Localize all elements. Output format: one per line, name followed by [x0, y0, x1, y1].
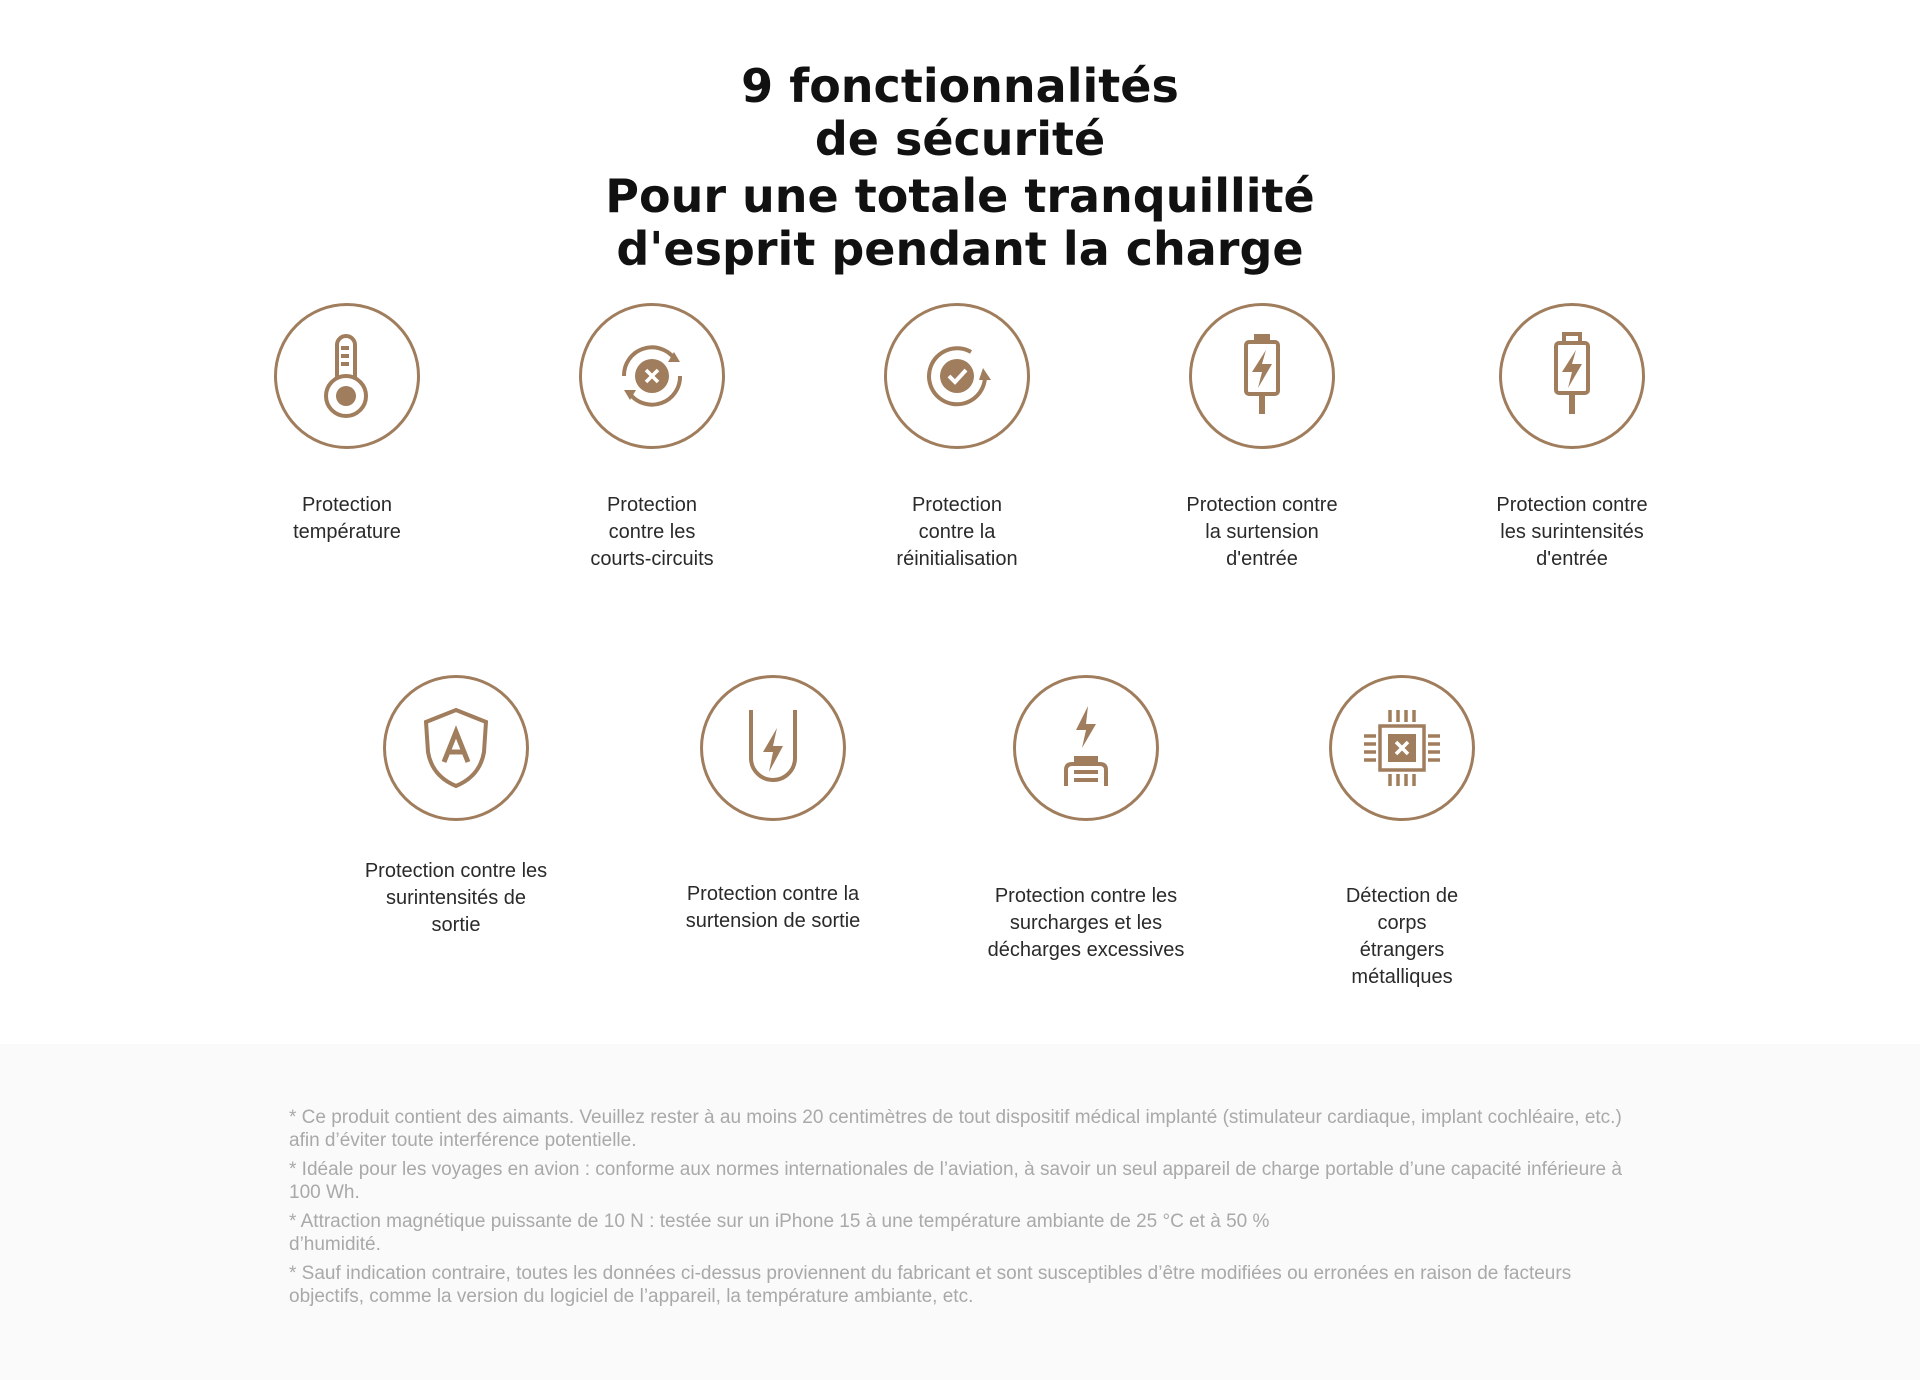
disclaimer-note: * Sauf indication contraire, toutes les données ci-dessus proviennent du fabricant et sont susceptibles d’être modifiées ou erronées en raison de facteurs objectifs, comme la version du logiciel de l’appareil, la température ambiante, etc. — [289, 1263, 1572, 1307]
disclaimer-note: * Attraction magnétique puissante de 10 N : testée sur un iPhone 15 à une température ambiante de 25 °C et à 50 % d’humidité. — [289, 1211, 1270, 1255]
feature-label: Protection contre la surtension d'entrée — [1186, 494, 1338, 570]
short-circuit-icon — [604, 328, 700, 424]
battery-bolt-outline-icon — [1524, 328, 1620, 424]
feature-icon-circle — [1499, 303, 1645, 449]
feature-label: Protection contre la réinitialisation — [896, 494, 1018, 570]
feature-icon-circle — [579, 303, 725, 449]
feature-icon-circle — [274, 303, 420, 449]
chip-x-icon — [1354, 700, 1450, 796]
feature-input-overcurrent — [1442, 303, 1702, 573]
disclaimer-notes — [289, 1106, 1629, 1314]
title-line: Pour une totale tranquillité — [605, 169, 1315, 223]
shield-a-icon — [408, 700, 504, 796]
feature-icon-circle — [383, 675, 529, 821]
feature-overcharge — [956, 675, 1216, 964]
title-line: 9 fonctionnalités — [741, 59, 1179, 113]
feature-output-overvoltage — [643, 675, 903, 935]
feature-foreign-object — [1272, 675, 1532, 991]
feature-reset — [827, 303, 1087, 573]
feature-label: Protection contre les surintensités d'entrée — [1496, 494, 1648, 570]
feature-icon-circle — [700, 675, 846, 821]
feature-icon-circle — [1329, 675, 1475, 821]
title-line: de sécurité — [814, 112, 1106, 166]
feature-label: Protection contre les surcharges et les décharges excessives — [987, 885, 1185, 961]
feature-label: Protection contre la surtension de sortie — [685, 883, 861, 932]
u-bolt-icon — [725, 700, 821, 796]
feature-label: Protection température — [293, 494, 401, 543]
bolt-stack-icon — [1038, 700, 1134, 796]
feature-output-overcurrent — [326, 675, 586, 939]
feature-temperature — [217, 303, 477, 546]
disclaimer-note: * Ce produit contient des aimants. Veuillez rester à au moins 20 centimètres de tout dispositif médical implanté (stimulateur cardiaque, implant cochléaire, etc.) afin d’éviter toute interférence potentielle. — [289, 1107, 1622, 1151]
disclaimer-note: * Idéale pour les voyages en avion : conforme aux normes internationales de l’aviation, à savoir un seul appareil de charge portable d’une capacité inférieure à 100 Wh. — [289, 1159, 1622, 1203]
battery-bolt-icon — [1214, 328, 1310, 424]
page-title — [0, 60, 1920, 276]
thermometer-icon — [299, 328, 395, 424]
feature-label: Protection contre les courts-circuits — [590, 494, 714, 570]
feature-short-circuit — [522, 303, 782, 573]
feature-icon-circle — [884, 303, 1030, 449]
feature-label: Protection contre les surintensités de sortie — [364, 860, 548, 936]
feature-input-overvoltage — [1132, 303, 1392, 573]
reset-check-icon — [909, 328, 1005, 424]
title-line: d'esprit pendant la charge — [616, 222, 1304, 276]
feature-icon-circle — [1013, 675, 1159, 821]
feature-label: Détection de corps étrangers métalliques — [1345, 885, 1459, 988]
feature-icon-circle — [1189, 303, 1335, 449]
